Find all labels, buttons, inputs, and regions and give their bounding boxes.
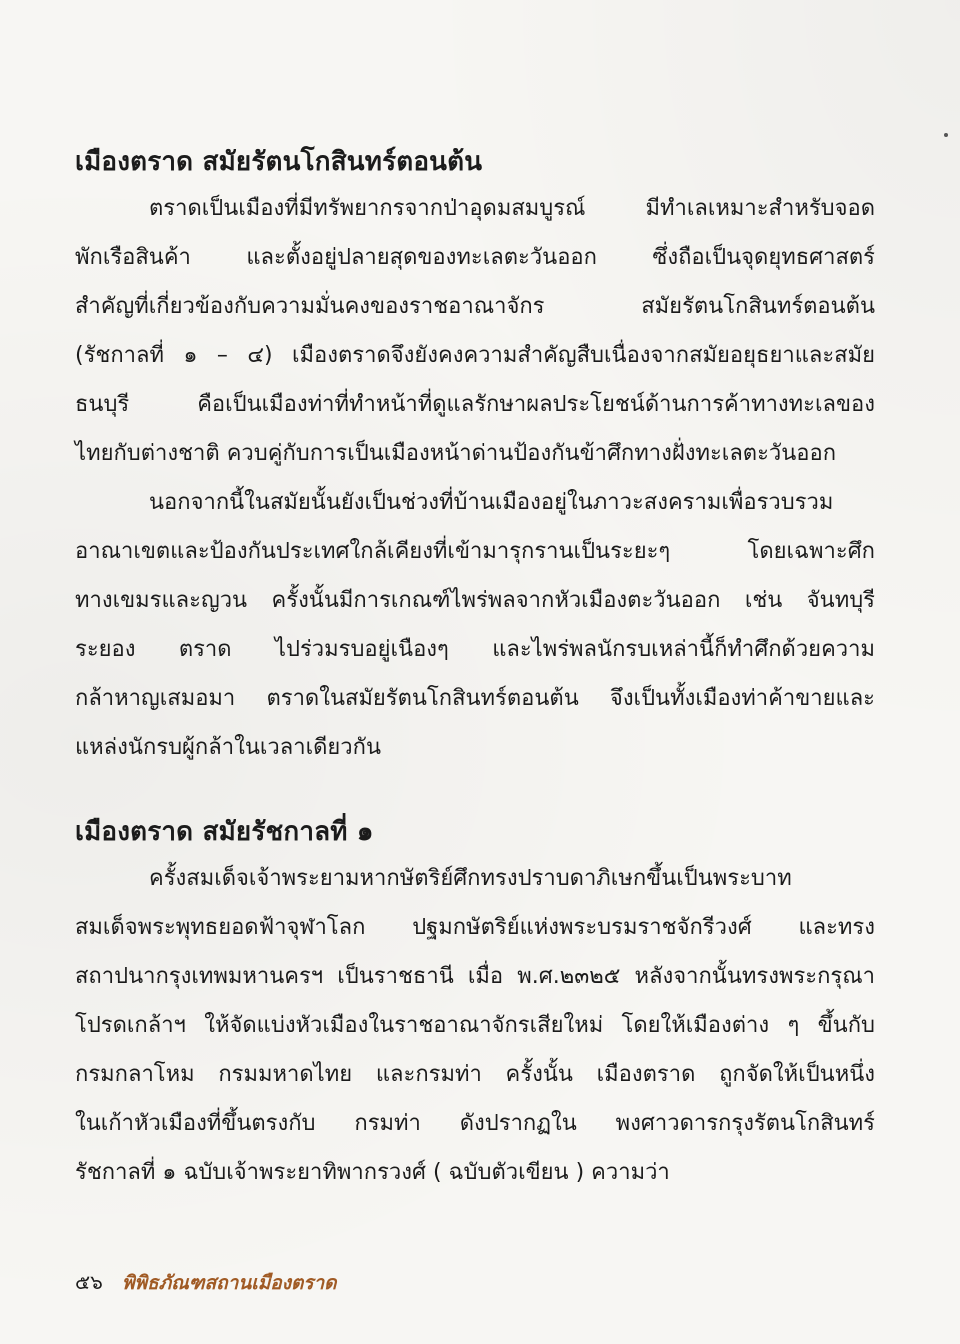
text-line: พักเรือสินค้า และตั้งอยู่ปลายสุดของทะเลตะวันออก ซึ่งถือเป็นจุดยุทธศาสตร์: [75, 245, 875, 270]
text-line: นอกจากนี้ในสมัยนั้นยังเป็นช่วงที่บ้านเมืองอยู่ในภาวะสงครามเพื่อรวบรวม: [149, 490, 834, 515]
text-line: สถาปนากรุงเทพมหานครฯ เป็นราชธานี เมื่อ พ.ศ.๒๓๒๕ หลังจากนั้นทรงพระกรุณา: [75, 964, 875, 989]
book-title: พิพิธภัณฑสถานเมืองตราด: [121, 1272, 337, 1294]
text-line: ระยอง ตราด ไปร่วมรบอยู่เนืองๆ และไพร่พลนักรบเหล่านี้ก็ทำศึกด้วยความ: [75, 637, 875, 662]
section-heading: เมืองตราด สมัยรัชกาลที่ ๑: [75, 817, 374, 847]
text-line: สมเด็จพระพุทธยอดฟ้าจุฬาโลก ปฐมกษัตริย์แห่งพระบรมราชจักรีวงศ์ และทรง: [75, 915, 875, 940]
ink-speck: [944, 133, 948, 137]
text-line: แหล่งนักรบผู้กล้าในเวลาเดียวกัน: [75, 735, 381, 760]
text-line: กรมกลาโหม กรมมหาดไทย และกรมท่า ครั้งนั้น เมืองตราด ถูกจัดให้เป็นหนึ่ง: [75, 1062, 875, 1087]
paragraph: [75, 854, 875, 1197]
text-line: ในเก้าหัวเมืองที่ขึ้นตรงกับ กรมท่า ดังปรากฏใน พงศาวดารกรุงรัตนโกสินทร์: [75, 1111, 875, 1136]
text-line: ครั้งสมเด็จเจ้าพระยามหากษัตริย์ศึกทรงปราบดาภิเษกขึ้นเป็นพระบาท: [149, 866, 792, 891]
text-line: ธนบุรี คือเป็นเมืองท่าที่ทำหน้าที่ดูแลรักษาผลประโยชน์ด้านการค้าทางทะเลของ: [75, 392, 875, 417]
text-line: รัชกาลที่ ๑ ฉบับเจ้าพระยาทิพากรวงศ์ ( ฉบับตัวเขียน ) ความว่า: [75, 1160, 670, 1185]
text-line: ไทยกับต่างชาติ ควบคู่กับการเป็นเมืองหน้าด่านป้องกันข้าศึกทางฝั่งทะเลตะวันออก: [75, 441, 837, 466]
text-line: อาณาเขตและป้องกันประเทศใกล้เคียงที่เข้ามารุกรานเป็นระยะๆ โดยเฉพาะศึก: [75, 539, 875, 564]
section-reign-one: [75, 812, 875, 1197]
page-number: ๕๖: [75, 1270, 103, 1294]
text-line: ทางเขมรและญวน ครั้งนั้นมีการเกณฑ์ไพร่พลจากหัวเมืองตะวันออก เช่น จันทบุรี: [75, 588, 875, 613]
section-heading: เมืองตราด สมัยรัตนโกสินทร์ตอนต้น: [75, 147, 483, 177]
text-line: สำคัญที่เกี่ยวข้องกับความมั่นคงของราชอาณาจักร สมัยรัตนโกสินทร์ตอนต้น: [75, 294, 875, 319]
text-line: (รัชกาลที่ ๑ – ๔) เมืองตราดจึงยังคงความสำคัญสืบเนื่องจากสมัยอยุธยาและสมัย: [75, 343, 875, 368]
page-footer: [75, 1264, 337, 1300]
text-line: ตราดเป็นเมืองที่มีทรัพยากรจากป่าอุดมสมบูรณ์ มีทำเลเหมาะสำหรับจอด: [149, 196, 875, 221]
paragraph: [75, 478, 875, 772]
section-early-rattanakosin: [75, 142, 875, 772]
paragraph: [75, 184, 875, 478]
text-line: โปรดเกล้าฯ ให้จัดแบ่งหัวเมืองในราชอาณาจักรเสียใหม่ โดยให้เมืองต่าง ๆ ขึ้นกับ: [75, 1013, 875, 1038]
text-line: กล้าหาญเสมอมา ตราดในสมัยรัตนโกสินทร์ตอนต้น จึงเป็นทั้งเมืองท่าค้าขายและ: [75, 686, 875, 711]
